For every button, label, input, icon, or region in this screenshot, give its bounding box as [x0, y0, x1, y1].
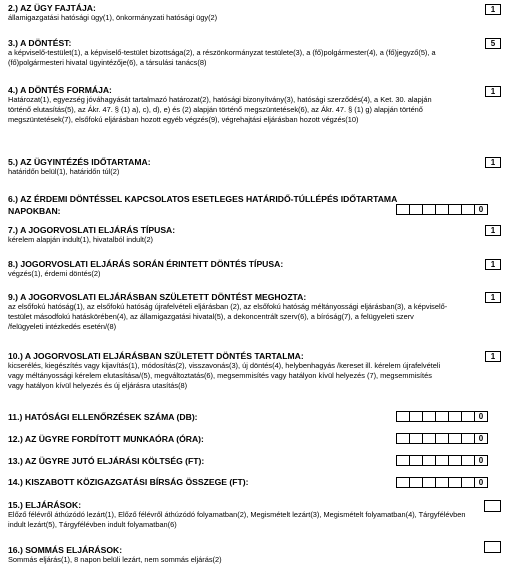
digit-cell[interactable]: 0	[474, 411, 488, 422]
digit-cell[interactable]	[448, 477, 462, 488]
section-11	[8, 412, 448, 422]
digit-cell[interactable]	[422, 455, 436, 466]
section-title: 13.) AZ ÜGYRE JUTÓ ELJÁRÁSI KÖLTSÉG (FT):	[8, 456, 205, 466]
digit-cell[interactable]	[461, 455, 475, 466]
section-options: kérelem alapján indult(1), hivatalból indult(2)	[8, 235, 154, 244]
section-title: 15.) ELJÁRÁSOK:	[8, 500, 82, 510]
value-box[interactable]: 1	[485, 292, 501, 303]
digit-cell[interactable]	[396, 411, 410, 422]
digit-cell[interactable]	[461, 477, 475, 488]
section-title: 16.) SOMMÁS ELJÁRÁSOK:	[8, 545, 123, 555]
digit-cell[interactable]	[422, 477, 436, 488]
digit-cell[interactable]	[448, 411, 462, 422]
value-box[interactable]: 1	[485, 259, 501, 270]
section-14	[8, 477, 448, 487]
digit-cell[interactable]	[396, 477, 410, 488]
section-13	[8, 456, 448, 466]
section-options: kicserélés, kiegészítés vagy kijavítás(1), módosítás(2), visszavonás(3), új döntés(4), helybenhagyás /kereset ill. kérelem újrafelvételi vagy méltányossági kérelem elutasítása/(5), megváltoztatás(6), megsemmisítés vagy hatályon kívül helyezés (7), megsemmisítés vagy hatályon kívül helyezés és új eljárásra utasítás(8)	[8, 361, 441, 390]
section-title: 6.) AZ ÉRDEMI DÖNTÉSSEL KAPCSOLATOS ESETLEGES HATÁRIDŐ-TÚLLÉPÉS IDŐTARTAMA NAPOKBAN:	[8, 194, 397, 216]
digit-cell[interactable]	[409, 477, 423, 488]
digit-cell[interactable]	[396, 433, 410, 444]
value-box[interactable]: 1	[485, 225, 501, 236]
section-9	[8, 292, 448, 331]
section-title: 11.) HATÓSÁGI ELLENŐRZÉSEK SZÁMA (DB):	[8, 412, 198, 422]
value-box[interactable]: 1	[485, 351, 501, 362]
value-box[interactable]: 5	[485, 38, 501, 49]
digit-cell[interactable]	[461, 411, 475, 422]
section-title: 7.) A JOGORVOSLATI ELJÁRÁS TÍPUSA:	[8, 225, 176, 235]
digit-cell[interactable]	[396, 204, 410, 215]
section-5	[8, 157, 448, 177]
section-4	[8, 85, 448, 124]
value-box[interactable]	[484, 500, 501, 512]
digit-cell[interactable]	[422, 433, 436, 444]
digit-cell[interactable]	[448, 204, 462, 215]
digit-cell[interactable]	[435, 204, 449, 215]
digit-cell[interactable]: 0	[474, 477, 488, 488]
section-title: 9.) A JOGORVOSLATI ELJÁRÁSBAN SZÜLETETT DÖNTÉST MEGHOZTA:	[8, 292, 307, 302]
digit-cell[interactable]	[409, 455, 423, 466]
section-12	[8, 434, 448, 444]
section-title: 8.) JOGORVOSLATI ELJÁRÁS SORÁN ÉRINTETT DÖNTÉS TÍPUSA:	[8, 259, 284, 269]
section-6	[8, 193, 398, 217]
section-title: 5.) AZ ÜGYINTÉZÉS IDŐTARTAMA:	[8, 157, 151, 167]
section-title: 2.) AZ ÜGY FAJTÁJA:	[8, 3, 96, 13]
section-title: 14.) KISZABOTT KÖZIGAZGATÁSI BÍRSÁG ÖSSZEGE (FT):	[8, 477, 249, 487]
digit-cell[interactable]	[435, 433, 449, 444]
digit-cell[interactable]	[435, 477, 449, 488]
hours-boxes[interactable]	[396, 433, 488, 444]
section-15	[8, 500, 468, 530]
section-8	[8, 259, 448, 279]
section-options: Előző félévről áthúzódó lezárt(1), Előző félévről áthúzódó folyamatban(2), Megismételt lezárt(3), Megismételt folyamatban(4), Tárgyfélévben indult lezárt(5), Tárgyfélévben indult folyamatban(6)	[8, 510, 466, 529]
digit-cell[interactable]	[409, 411, 423, 422]
section-title: 4.) A DÖNTÉS FORMÁJA:	[8, 85, 112, 95]
digit-cell[interactable]: 0	[474, 204, 488, 215]
section-title: 3.) A DÖNTÉST:	[8, 38, 72, 48]
value-box[interactable]: 1	[485, 157, 501, 168]
section-2	[8, 3, 448, 23]
section-options: határidőn belül(1), határidőn túl(2)	[8, 167, 120, 176]
section-options: végzés(1), érdemi döntés(2)	[8, 269, 101, 278]
digit-cell[interactable]	[409, 204, 423, 215]
section-3	[8, 38, 448, 68]
digit-cell[interactable]	[461, 204, 475, 215]
fine-boxes[interactable]	[396, 477, 488, 488]
section-16	[8, 545, 448, 565]
days-boxes[interactable]	[396, 204, 488, 215]
value-box[interactable]	[484, 541, 501, 553]
section-options: a képviselő-testület(1), a képviselő-testület bizottsága(2), a részönkormányzat testülete(3), a (fő)polgármester(4), a (fő)jegyző(5), a (fő)polgármesteri hivatal ügyintézője(6), a társulási tanács(8)	[8, 48, 436, 67]
digit-cell[interactable]	[448, 455, 462, 466]
digit-cell[interactable]	[422, 411, 436, 422]
digit-cell[interactable]	[409, 433, 423, 444]
value-box[interactable]: 1	[485, 4, 501, 15]
section-options: államigazgatási hatósági ügy(1), önkormányzati hatósági ügy(2)	[8, 13, 218, 22]
digit-cell[interactable]	[435, 411, 449, 422]
section-title: 12.) AZ ÜGYRE FORDÍTOTT MUNKAÓRA (ÓRA):	[8, 434, 204, 444]
section-title: 10.) A JOGORVOSLATI ELJÁRÁSBAN SZÜLETETT DÖNTÉS TARTALMA:	[8, 351, 304, 361]
section-options: Sommás eljárás(1), 8 napon belüli lezárt, nem sommás eljárás(2)	[8, 555, 222, 564]
digit-cell[interactable]	[422, 204, 436, 215]
cost-boxes[interactable]	[396, 455, 488, 466]
digit-cell[interactable]	[448, 433, 462, 444]
section-options: Határozat(1), egyezség jóváhagyását tartalmazó határozat(2), hatósági bizonyítvány(3), hatósági szerződés(4), a Ket. 30. alapján történő elutasítás(5), az Ákr. 47. § (1) a), c), d), e) és (2) alapján történő megszüntetések(6), az Ákr. 47. § (1) g) alapján történő megszüntetések(7), elsőfokú eljárásban hozott egyéb végzés(9), végrehajtási eljárásban hozott végzés(10)	[8, 95, 432, 124]
digit-cell[interactable]	[435, 455, 449, 466]
digit-cell[interactable]	[396, 455, 410, 466]
digit-cell[interactable]	[461, 433, 475, 444]
digit-cell[interactable]: 0	[474, 455, 488, 466]
section-7	[8, 225, 448, 245]
section-10	[8, 351, 448, 390]
section-options: az elsőfokú hatóság(1), az elsőfokú hatóság újrafelvételi eljárásban (2), az elsőfokú hatóság méltányossági eljárásban(3), a képviselő-testület másodfokú hatáskörében(4), az államigazgatási hivatal(5), a dekoncentrált szerv(6), a bíróság(7), a felügyeleti szerv /felügyeleti intézkedés esetén/(8)	[8, 302, 448, 331]
count-boxes[interactable]	[396, 411, 488, 422]
value-box[interactable]: 1	[485, 86, 501, 97]
digit-cell[interactable]: 0	[474, 433, 488, 444]
